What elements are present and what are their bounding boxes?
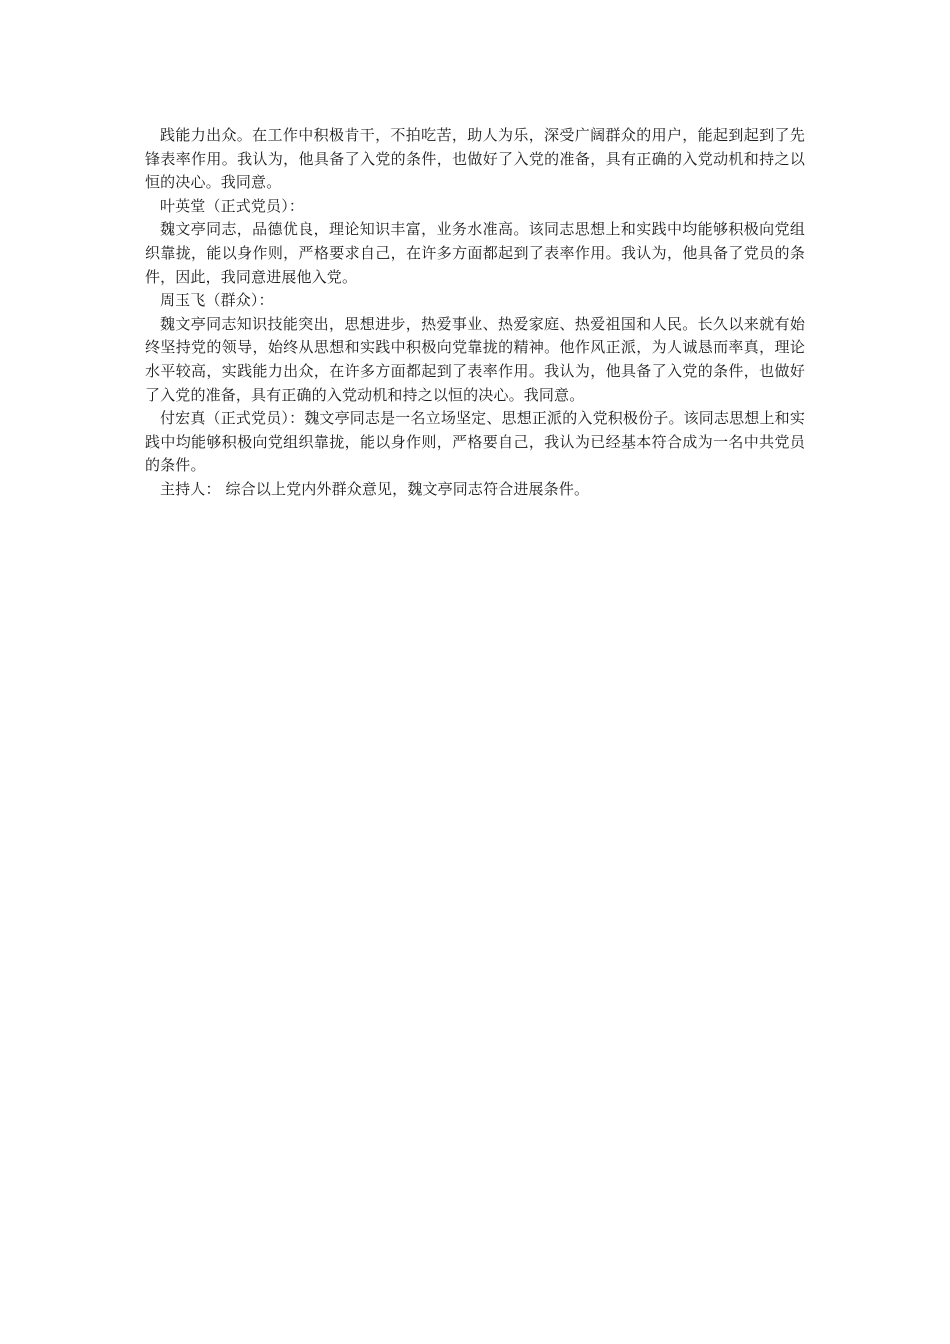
paragraph-continuation: 践能力出众。在工作中积极肯干，不拍吃苦，助人为乐，深受广阔群众的用户，能起到起到了先锋表率作用。我认为，他具备了入党的条件，也做好了入党的准备，具有正确的入党动机和持之以恒的决心。我同意。 [145,126,805,192]
paragraph-zhou-yufei-opinion: 魏文亭同志知识技能突出，思想进步，热爱事业、热爱家庭、热爱祖国和人民。长久以来就有始终坚持党的领导，始终从思想和实践中积极向党靠拢的精神。他作风正派，为人诚恳而率真，理论水平较高，实践能力出众，在许多方面都起到了表率作用。我认为，他具备了入党的条件，也做好了入党的准备，具有正确的入党动机和持之以恒的决心。我同意。 [145,314,805,404]
speaker-heading-ye-yingtang: 叶英堂（正式党员）： [160,196,305,215]
paragraph-ye-yingtang-opinion: 魏文亭同志，品德优良，理论知识丰富，业务水准高。该同志思想上和实践中均能够积极向党组织靠拢，能以身作则，严格要求自己，在许多方面都起到了表率作用。我认为，他具备了党员的条件，因此，我同意进展他入党。 [145,220,805,286]
speaker-heading-zhou-yufei: 周玉飞（群众）： [160,291,274,310]
paragraph-fu-hongzhen-opinion: 付宏真（正式党员）：魏文亭同志是一名立场坚定、思想正派的入党积极份子。该同志思想上和实践中均能够积极向党组织靠拢，能以身作则，严格要自己，我认为已经基本符合成为一名中共党员的条件。 [145,409,805,475]
document-body [145,124,805,502]
paragraph-host-conclusion: 主持人： 综合以上党内外群众意见，魏文亭同志符合进展条件。 [160,479,590,498]
